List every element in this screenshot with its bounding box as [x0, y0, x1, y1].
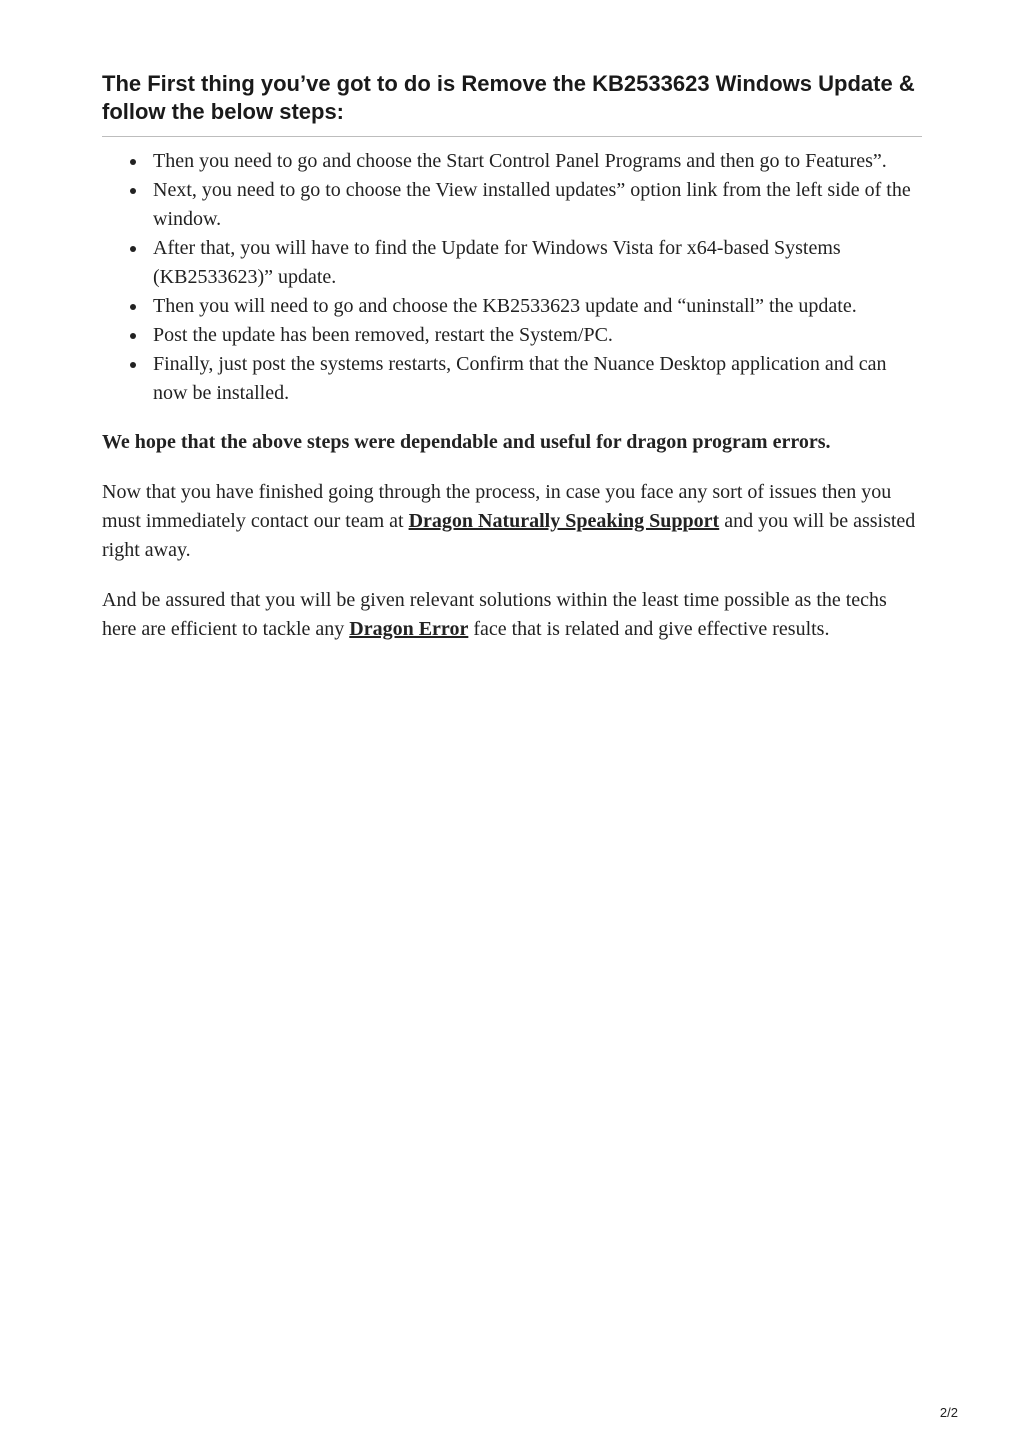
article-content: [102, 70, 922, 644]
paragraph-text: And be assured that you will be given relevant solutions within the least time possible as the techs here are efficient to tackle any: [102, 589, 887, 640]
paragraph-text: and you will be assisted right away.: [102, 510, 916, 561]
dragon-error-link[interactable]: Dragon Error: [349, 618, 469, 640]
support-paragraph: [102, 478, 922, 565]
step-text: Then you will need to go and choose the KB2533623 update and “uninstall” the update.: [153, 295, 857, 317]
list-item: [102, 321, 922, 350]
bullet-icon: [130, 333, 136, 339]
support-link[interactable]: Dragon Naturally Speaking Support: [408, 510, 720, 532]
paragraph-text: face that is related and give effective results.: [468, 618, 830, 640]
bullet-icon: [130, 246, 136, 252]
list-item: [102, 176, 922, 234]
list-item: [102, 234, 922, 292]
bullet-icon: [130, 159, 136, 165]
step-text: Finally, just post the systems restarts, Confirm that the Nuance Desktop application and can now be installed.: [153, 353, 887, 404]
list-item: [102, 350, 922, 408]
section-heading: The First thing you’ve got to do is Remove the KB2533623 Windows Update & follow the below steps:: [102, 70, 922, 137]
bullet-icon: [130, 188, 136, 194]
step-text: Next, you need to go to choose the View installed updates” option link from the left side of the window.: [153, 179, 911, 230]
steps-list: [102, 147, 922, 408]
bullet-icon: [130, 362, 136, 368]
step-text: Post the update has been removed, restart the System/PC.: [153, 324, 613, 346]
closing-statement: We hope that the above steps were dependable and useful for dragon program errors.: [102, 431, 831, 453]
list-item: [102, 292, 922, 321]
step-text: After that, you will have to find the Update for Windows Vista for x64-based Systems (KB2533623)” update.: [153, 237, 841, 288]
list-item: [102, 147, 922, 176]
paragraph-text: Now that you have finished going through the process, in case you face any sort of issues then you must immediately contact our team at: [102, 481, 892, 532]
assurance-paragraph: [102, 586, 922, 644]
step-text: Then you need to go and choose the Start Control Panel Programs and then go to Features”.: [153, 150, 887, 172]
bullet-icon: [130, 304, 136, 310]
page-number: 2/2: [939, 1405, 958, 1420]
